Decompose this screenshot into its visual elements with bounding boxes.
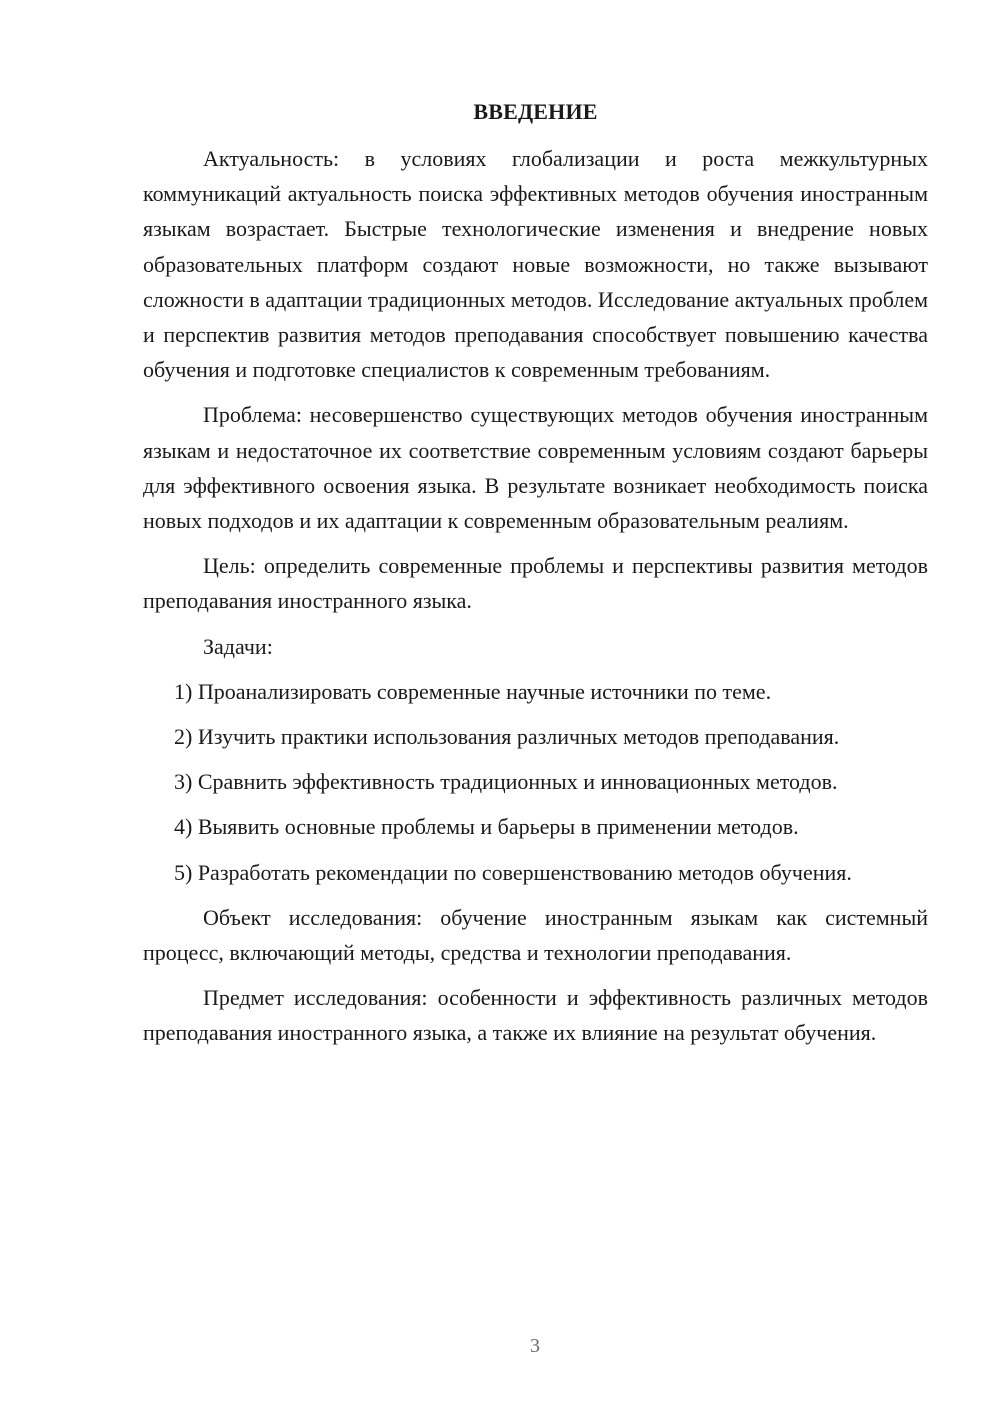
- task-item: 5) Разработать рекомендации по совершенствованию методов обучения.: [174, 859, 852, 885]
- tasks-heading: Задачи:: [203, 633, 273, 659]
- task-item: 1) Проанализировать современные научные источники по теме.: [174, 678, 772, 704]
- problem-paragraph: Проблема: несовершенство существующих методов обучения иностранным языкам и недостаточное их соответствие современным условиям создают барьеры для эффективного освоения языка. В результате возникает необходимость поиска новых подходов и их адаптации к современным образовательным реалиям.: [143, 402, 928, 534]
- page-content: [143, 94, 928, 1061]
- section-title: ВВЕДЕНИЕ: [473, 99, 598, 124]
- task-item: 2) Изучить практики использования различных методов преподавания.: [174, 724, 840, 750]
- relevance-paragraph: Актуальность: в условиях глобализации и роста межкультурных коммуникаций актуальность поиска эффективных методов обучения иностранным языкам возрастает. Быстрые технологические изменения и внедрение новых образовательных платформ создают новые возможности, но также вызывают сложности в адаптации традиционных методов. Исследование актуальных проблем и перспектив развития методов преподавания способствует повышению качества обучения и подготовке специалистов к современным требованиям.: [143, 146, 928, 383]
- task-item: 4) Выявить основные проблемы и барьеры в применении методов.: [174, 814, 799, 840]
- task-item: 3) Сравнить эффективность традиционных и инновационных методов.: [174, 769, 838, 795]
- page-number: 3: [530, 1335, 540, 1357]
- object-paragraph: Объект исследования: обучение иностранным языкам как системный процесс, включающий методы, средства и технологии преподавания.: [143, 904, 928, 966]
- subject-paragraph: Предмет исследования: особенности и эффективность различных методов преподавания иностранного языка, а также их влияние на результат обучения.: [143, 985, 928, 1046]
- goal-paragraph: Цель: определить современные проблемы и перспективы развития методов преподавания иностранного языка.: [143, 553, 928, 614]
